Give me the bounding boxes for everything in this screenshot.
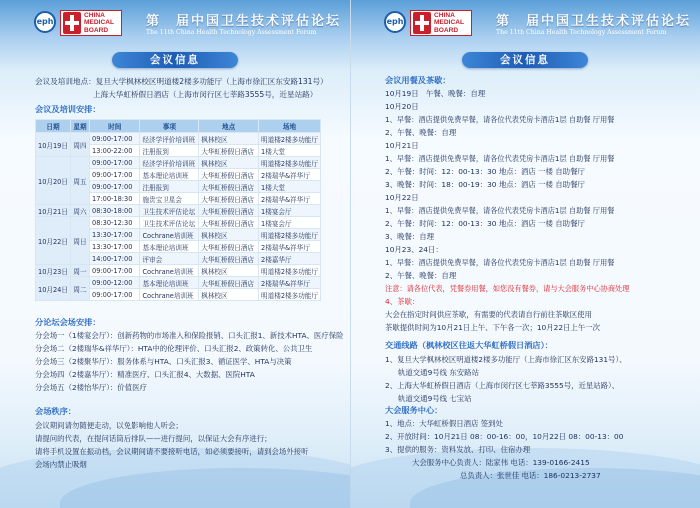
dining-line: 2、午餐：时间：12：00-13：30 地点：酒店 一楼 自助餐厅 — [385, 167, 585, 176]
time-cell: 09:00-17:00 — [90, 289, 140, 301]
venue-line: 会议及培训地点：复旦大学枫林校区明道楼2楼多功能厅（上海市徐汇区东安路131号） — [35, 77, 328, 86]
event-cell: 施贵宝卫星会 — [140, 193, 199, 205]
table-header-cell: 日期 — [36, 120, 71, 133]
dining-line: 2、午餐、晚餐：自理 — [385, 128, 457, 137]
page-header — [0, 0, 350, 48]
subforum-item: 分会场三（2楼聚华厅）：服务体系与HTA、口头汇报3、循证医学、HTA与决策 — [35, 357, 292, 366]
table-row — [36, 205, 321, 217]
logo-text: BOARD — [84, 26, 109, 34]
cross-logo-icon — [63, 12, 81, 34]
room-cell: 明道楼2楼多功能厅 — [259, 265, 321, 277]
dining-line: 2、午餐：时间：12：00-13：30 地点：酒店 一楼 自助餐厅 — [385, 219, 585, 228]
time-cell: 09:00-17:00 — [90, 133, 140, 145]
service-line: 1、地点：大华虹桥假日酒店 签到处 — [385, 419, 503, 428]
dining-line: 1、早餐：酒店提供免费早餐，请各位代表凭房卡酒店1层 自助餐 厅用餐 — [385, 115, 615, 124]
time-cell: 13:30-17:00 — [90, 241, 140, 253]
date-cell: 10月23日 — [36, 265, 71, 277]
table-header-cell: 时间 — [90, 120, 140, 133]
event-cell: Cochrane培训班 — [140, 265, 199, 277]
section-title: 会议信息 — [112, 52, 238, 68]
section-title: 会议信息 — [462, 52, 588, 68]
forum-subtitle: The 11th China Health Technology Assessment Forum — [496, 29, 667, 36]
table-header-cell: 事项 — [140, 120, 199, 133]
dining-line: 3、晚餐：时间：18：00-19：30 地点：酒店 一楼 自助餐厅 — [385, 180, 585, 189]
event-cell: Cochrane培训班 — [140, 229, 199, 241]
weekday-cell: 周二 — [70, 277, 89, 301]
subforum-heading: 分论坛会场安排： — [35, 317, 101, 327]
room-cell: 1楼大堂 — [259, 181, 321, 193]
logo-text: BOARD — [434, 26, 459, 34]
location-cell: 枫林校区 — [199, 133, 259, 145]
room-cell: 明道楼2楼多功能厅 — [259, 133, 321, 145]
room-cell: 明道楼2楼多功能厅 — [259, 289, 321, 301]
schedule-heading: 会议及培训安排： — [35, 104, 101, 114]
tea-line: 茶歇提供时间为10月21日上午、下午各一次；10月22日上午一次 — [385, 323, 600, 332]
location-cell: 大华虹桥假日酒店 — [199, 181, 259, 193]
logo-text: CHINA — [434, 11, 455, 19]
time-cell: 09:00-17:00 — [90, 157, 140, 169]
forum-subtitle: The 11th China Health Technology Assessment Forum — [146, 29, 317, 36]
service-line: 2、开放时间：10月21日 08：00-16：00，10月22日 08：00-13：00 — [385, 432, 624, 441]
table-row — [36, 277, 321, 289]
subforum-item: 分会场一（1楼宴会厅）：创新药物的市场准入和保险报销、口头汇报1、新技术HTA、医疗保险 — [35, 331, 344, 340]
tea-heading: 4、茶歇： — [385, 297, 420, 306]
dining-line: 1、早餐：酒店提供免费早餐，请各位代表凭房卡酒店1层 自助餐 厅用餐 — [385, 154, 615, 163]
weekday-cell: 周五 — [70, 157, 89, 205]
service-line: 大会服务中心负责人：陆家伟 电话：139-0166-2415 — [412, 458, 590, 467]
event-cell: 基本理论培训班 — [140, 277, 199, 289]
logo-text: MEDICAL — [434, 19, 465, 27]
time-cell: 13:30-17:00 — [90, 229, 140, 241]
location-cell: 大华虹桥假日酒店 — [199, 277, 259, 289]
dining-line: 10月20日 — [385, 102, 419, 111]
room-cell: 1楼宴会厅 — [259, 217, 321, 229]
transport-line: 2、上海大华虹桥假日酒店（上海市闵行区七莘路3555号，近星站路）、 — [385, 381, 620, 390]
location-cell: 枫林校区 — [199, 229, 259, 241]
forum-title: 第 届中国卫生技术评估论坛 — [496, 14, 692, 29]
date-cell: 10月24日 — [36, 277, 71, 301]
event-cell: 卫生技术评估论坛 — [140, 217, 199, 229]
service-line: 3、提供的服务：资料发放、打印、住宿办理 — [385, 445, 531, 454]
location-cell: 枫林校区 — [199, 157, 259, 169]
weekday-cell: 周四 — [70, 133, 89, 157]
location-cell: 枫林校区 — [199, 289, 259, 301]
location-cell: 大华虹桥假日酒店 — [199, 205, 259, 217]
weekday-cell: 周六 — [70, 205, 89, 217]
dining-line: 2、午餐、晚餐：自理 — [385, 271, 457, 280]
table-header-cell: 地点 — [199, 120, 259, 133]
time-cell: 13:00-22:00 — [90, 145, 140, 157]
time-cell: 17:00-18:30 — [90, 193, 140, 205]
subforum-item: 分会场五（2楼怡华厅）：价值医疗 — [35, 383, 147, 392]
meal-ticket-note: 注意：请各位代表，凭餐券用餐，如您没有餐券，请与大会服务中心协商处理 — [385, 284, 630, 293]
date-cell: 10月22日 — [36, 217, 71, 265]
china-medical-board-logo — [410, 10, 472, 36]
event-cell: Cochrane培训班 — [140, 289, 199, 301]
transport-line: 轨道交通9号线 七宝站 — [398, 394, 472, 403]
event-cell: 评审会 — [140, 253, 199, 265]
subforum-item: 分会场二（2楼瑞华&祥华厅）：HTA中的伦理评价、口头汇报2、政策转化、公共卫生 — [35, 344, 313, 353]
service-heading: 大会服务中心： — [385, 405, 443, 415]
location-cell: 大华虹桥假日酒店 — [199, 253, 259, 265]
event-cell: 注册报到 — [140, 181, 199, 193]
location-cell: 枫林校区 — [199, 265, 259, 277]
schedule-table — [35, 119, 321, 301]
time-cell: 09:00-17:00 — [90, 181, 140, 193]
event-cell: 卫生技术评估论坛 — [140, 205, 199, 217]
event-cell: 经济学评价培训班 — [140, 157, 199, 169]
order-item: 请提问的代表，在提问话筒后排队——进行提问，以保证大会有序进行； — [35, 434, 272, 443]
dining-line: 10月21日 — [385, 141, 419, 150]
table-header-row — [36, 120, 321, 133]
logo-text: MEDICAL — [84, 19, 115, 27]
time-cell: 09:00-12:00 — [90, 277, 140, 289]
venue-line: 上海大华虹桥假日酒店（上海市闵行区七莘路3555号，近星站路） — [93, 90, 318, 99]
dining-line: 1、早餐：酒店提供免费早餐，请各位代表凭房卡酒店1层 自助餐 厅用餐 — [385, 258, 615, 267]
date-cell: 10月20日 — [36, 157, 71, 205]
time-cell: 09:00-17:00 — [90, 265, 140, 277]
date-cell: 10月19日 — [36, 133, 71, 157]
room-cell: 明道楼2楼多功能厅 — [259, 229, 321, 241]
room-cell: 1楼宴会厅 — [259, 205, 321, 217]
table-row — [36, 265, 321, 277]
transport-line: 轨道交通9号线 东安路站 — [398, 368, 479, 377]
cross-logo-icon — [413, 12, 431, 34]
tea-line: 大会在指定时间供应茶歇，有需要的代表请自行前往茶歇区使用 — [385, 310, 592, 319]
room-cell: 2楼瑞华&祥华厅 — [259, 193, 321, 205]
time-cell: 08:30-12:30 — [90, 217, 140, 229]
china-medical-board-logo — [60, 10, 122, 36]
room-cell: 2楼嘉华厅 — [259, 253, 321, 265]
location-cell: 大华虹桥假日酒店 — [199, 169, 259, 181]
eph-logo-icon: eph — [384, 11, 406, 33]
forum-title: 第 届中国卫生技术评估论坛 — [146, 14, 342, 29]
table-row — [36, 217, 321, 229]
weekday-cell: 周日 — [70, 217, 89, 265]
weekday-cell: 周一 — [70, 265, 89, 277]
event-cell: 经济学评价培训班 — [140, 133, 199, 145]
time-cell: 08:30-18:00 — [90, 205, 140, 217]
table-row — [36, 133, 321, 145]
room-cell: 明道楼2楼多功能厅 — [259, 157, 321, 169]
room-cell: 2楼瑞华&祥华厅 — [259, 241, 321, 253]
table-header-cell: 场地 — [259, 120, 321, 133]
subforum-item: 分会场四（2楼嘉华厅）：精准医疗、口头汇报4、大数据、医院HTA — [35, 370, 255, 379]
transport-line: 1、复旦大学枫林校区明道楼2楼多功能厅（上海市徐汇区东安路131号）、 — [385, 355, 627, 364]
location-cell: 大华虹桥假日酒店 — [199, 193, 259, 205]
dining-line: 10月23、24日： — [385, 245, 443, 254]
order-item: 会议期间请勿随便走动，以免影响他人听会； — [35, 421, 183, 430]
transport-heading: 交通线路（枫林校区往返大华虹桥假日酒店）： — [385, 340, 553, 350]
dining-heading: 会议用餐及茶歇： — [385, 75, 451, 85]
order-heading: 会场秩序： — [35, 406, 76, 416]
time-cell: 09:00-17:00 — [90, 169, 140, 181]
dining-line: 1、早餐：酒店提供免费早餐，请各位代表凭房卡酒店1层 自助餐 厅用餐 — [385, 206, 615, 215]
right-page — [350, 0, 700, 508]
location-cell: 大华虹桥假日酒店 — [199, 217, 259, 229]
dining-line: 10月19日 午餐、晚餐：自理 — [385, 89, 486, 98]
logo-text: CHINA — [84, 11, 105, 19]
dining-line: 10月22日 — [385, 193, 419, 202]
location-cell: 大华虹桥假日酒店 — [199, 241, 259, 253]
room-cell: 2楼瑞华&祥华厅 — [259, 277, 321, 289]
time-cell: 14:00-17:00 — [90, 253, 140, 265]
event-cell: 基本理论培训班 — [140, 241, 199, 253]
order-item: 请将手机设置在振动档，会议期间请不要接听电话，如必须要接听，请到会场外接听 — [35, 447, 309, 456]
order-item: 会场内禁止吸烟 — [35, 460, 87, 469]
date-cell: 10月21日 — [36, 205, 71, 217]
table-row — [36, 157, 321, 169]
event-cell: 注册报到 — [140, 145, 199, 157]
room-cell: 2楼瑞华&祥华厅 — [259, 169, 321, 181]
dining-line: 3、晚餐：自理 — [385, 232, 435, 241]
eph-logo-icon: eph — [34, 11, 56, 33]
event-cell: 基本理论培训班 — [140, 169, 199, 181]
service-line: 总负责人：张世佳 电话：186-0213-2737 — [460, 471, 601, 480]
location-cell: 大华虹桥假日酒店 — [199, 145, 259, 157]
page-header — [350, 0, 700, 48]
table-header-cell: 星期 — [70, 120, 89, 133]
room-cell: 1楼大堂 — [259, 145, 321, 157]
